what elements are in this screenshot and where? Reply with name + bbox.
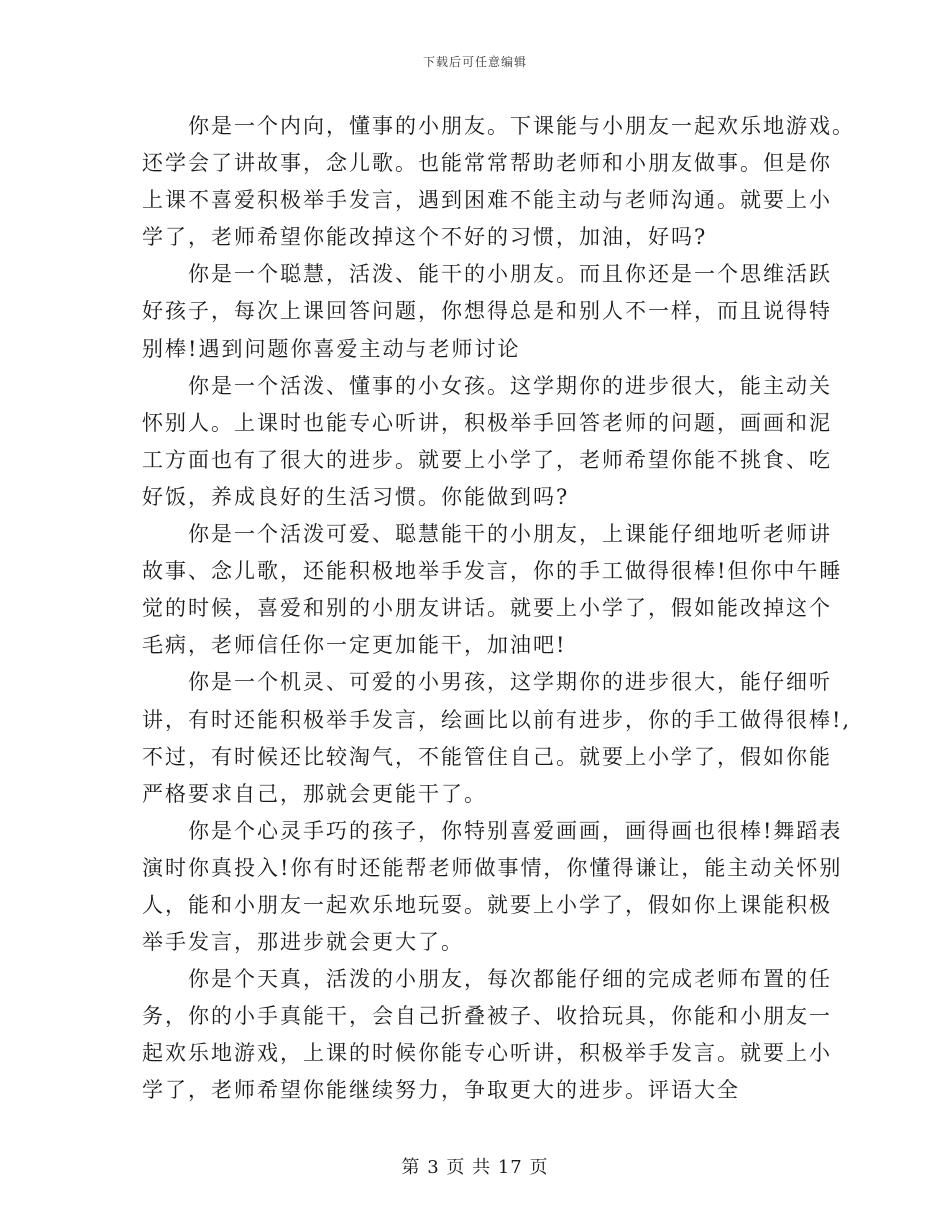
paragraph-line: 还学会了讲故事，念儿歌。也能常常帮助老师和小朋友做事。但是你 bbox=[142, 151, 832, 176]
paragraph-line: 上课不喜爱积极举手发言，遇到困难不能主动与老师沟通。就要上小 bbox=[142, 188, 832, 213]
paragraph-line: 严格要求自己，那就会更能干了。 bbox=[142, 781, 487, 806]
paragraph-line: 学了，老师希望你能继续努力，争取更大的进步。评语大全 bbox=[142, 1078, 740, 1103]
page-number: 第 3 页 共 17 页 bbox=[401, 1157, 549, 1178]
paragraph-first-line: 你是一个活泼可爱、聪慧能干的小朋友，上课能仔细地听老师讲 bbox=[188, 522, 832, 547]
paragraph-line: 好饭，养成良好的生活习惯。你能做到吗? bbox=[142, 484, 570, 509]
paragraph-line: 别棒!遇到问题你喜爱主动与老师讨论 bbox=[142, 336, 521, 361]
paragraph-line: 演时你真投入!你有时还能帮老师做事情，你懂得谦让，能主动关怀别 bbox=[142, 855, 843, 880]
page-header: 下载后可任意编辑 bbox=[422, 55, 527, 69]
paragraph-line: 毛病，老师信任你一定更加能干，加油吧! bbox=[142, 633, 567, 658]
paragraph-first-line: 你是一个机灵、可爱的小男孩，这学期你的进步很大，能仔细听 bbox=[188, 670, 832, 695]
paragraph-line: 起欢乐地游戏，上课的时候你能专心听讲，积极举手发言。就要上小 bbox=[142, 1041, 832, 1066]
paragraph-line: 好孩子，每次上课回答问题，你想得总是和别人不一样，而且说得特 bbox=[142, 299, 832, 324]
document-body bbox=[142, 108, 855, 1110]
paragraph-line: 举手发言，那进步就会更大了。 bbox=[142, 930, 464, 955]
paragraph-line: 务，你的小手真能干，会自己折叠被子、收拾玩具，你能和小朋友一 bbox=[142, 1004, 832, 1029]
paragraph-first-line: 你是一个内向，懂事的小朋友。下课能与小朋友一起欢乐地游戏。 bbox=[188, 114, 855, 138]
paragraph-first-line: 你是个天真，活泼的小朋友，每次都能仔细的完成老师布置的任 bbox=[188, 967, 832, 992]
paragraph-first-line: 你是一个活泼、懂事的小女孩。这学期你的进步很大，能主动关 bbox=[188, 373, 832, 398]
paragraph-first-line: 你是个心灵手巧的孩子，你特别喜爱画画，画得画也很棒!舞蹈表 bbox=[188, 818, 843, 843]
paragraph-line: 工方面也有了很大的进步。就要上小学了，老师希望你能不挑食、吃 bbox=[142, 447, 832, 472]
paragraph-line: 学了，老师希望你能改掉这个不好的习惯，加油，好吗? bbox=[142, 225, 708, 250]
paragraph-line: 故事、念儿歌，还能积极地举手发言，你的手工做得很棒!但你中午睡 bbox=[142, 559, 843, 584]
paragraph-line: 觉的时候，喜爱和别的小朋友讲话。就要上小学了，假如能改掉这个 bbox=[142, 596, 832, 621]
paragraph-first-line: 你是一个聪慧，活泼、能干的小朋友。而且你还是一个思维活跃 bbox=[188, 262, 832, 287]
paragraph-line: 讲，有时还能积极举手发言，绘画比以前有进步，你的手工做得很棒!, bbox=[142, 707, 852, 732]
paragraph-line: 人，能和小朋友一起欢乐地玩耍。就要上小学了，假如你上课能积极 bbox=[142, 892, 832, 917]
paragraph-line: 不过，有时候还比较淘气，不能管住自己。就要上小学了，假如你能 bbox=[142, 744, 832, 769]
paragraph-line: 怀别人。上课时也能专心听讲，积极举手回答老师的问题，画画和泥 bbox=[142, 410, 832, 435]
